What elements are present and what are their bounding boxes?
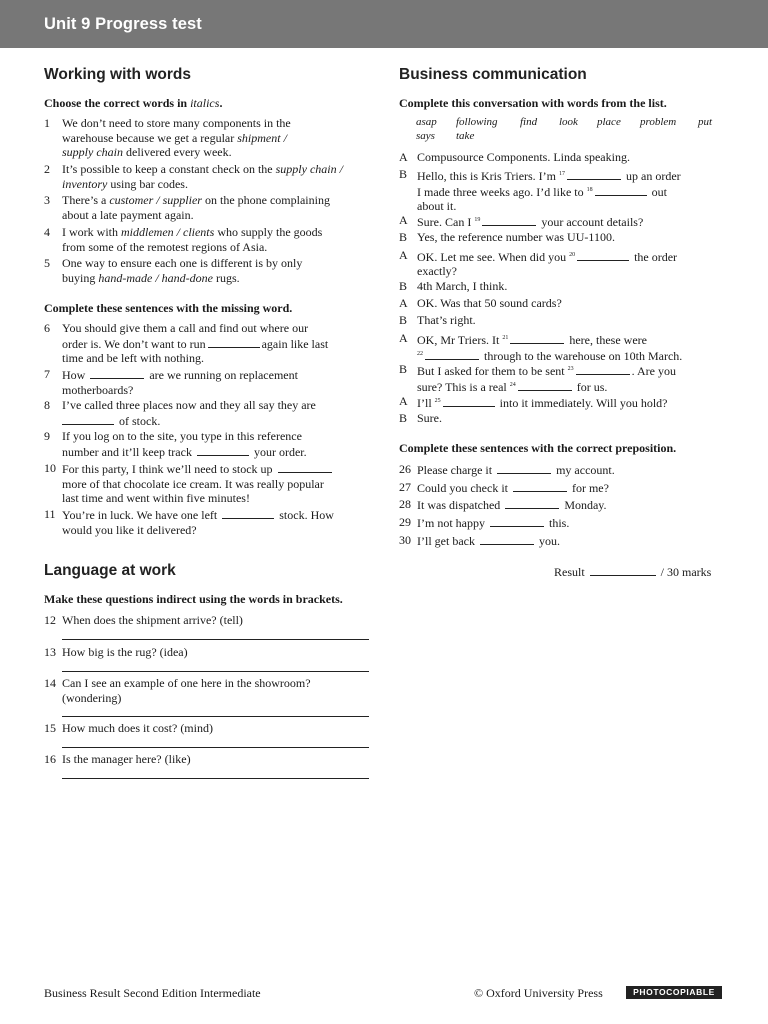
dialogue-line: A Compusource Components. Linda speaking. <box>399 150 630 164</box>
word-list <box>416 116 726 146</box>
question-3: 3 There’s a customer / supplier on the phone complaining about a late payment again. <box>44 193 330 222</box>
dialogue-line: A OK. Was that 50 sound cards? <box>399 296 562 310</box>
question-30: 30 I’ll get back you. <box>399 533 560 548</box>
instruction: Choose the correct words in italics. <box>44 96 223 110</box>
word-item: asap <box>416 116 437 128</box>
word-item: says <box>416 130 435 142</box>
instruction-missing-word: Complete these sentences with the missing word. <box>44 301 293 315</box>
dialogue-line: B Yes, the reference number was UU-1100. <box>399 230 615 244</box>
answer-blank[interactable] <box>510 332 564 344</box>
answer-line[interactable] <box>62 716 369 717</box>
dialogue-line: B 4th March, I think. <box>399 279 508 293</box>
question-2: 2 It’s possible to keep a constant check on the supply chain / inventory using bar codes. <box>44 162 343 191</box>
answer-blank[interactable] <box>425 348 479 360</box>
dialogue-line: A OK, Mr Triers. It $^{21}$ here, these were $^{22}$ through to the warehouse on 10th March. <box>399 331 683 363</box>
footer-copyright: © Oxford University Press <box>474 986 603 1000</box>
question-10: 10 For this party, I think we’ll need to stock up more of that chocolate ice cream. It was really popular last time and went within five minutes! <box>44 461 374 505</box>
question-26: 26 Please charge it my account. <box>399 462 615 477</box>
answer-blank[interactable] <box>497 462 551 474</box>
question-27: 27 Could you check it for me? <box>399 480 609 495</box>
answer-blank[interactable] <box>513 480 567 492</box>
instruction: Complete this conversation with words from the list. <box>399 96 667 110</box>
header-bar <box>0 0 768 48</box>
section-heading: Language at work <box>44 562 176 579</box>
question-8: 8 I’ve called three places now and they all say they are of stock. <box>44 398 316 428</box>
answer-blank[interactable] <box>480 533 534 545</box>
instruction-preposition: Complete these sentences with the correct preposition. <box>399 441 677 455</box>
dialogue-line: B But I asked for them to be sent $^{23}$ . Are you sure? This is a real $^{24}$ for us. <box>399 362 676 394</box>
answer-line[interactable] <box>62 747 369 748</box>
answer-blank[interactable] <box>222 507 274 519</box>
dialogue-line: B That’s right. <box>399 313 476 327</box>
footer-book-title: Business Result Second Edition Intermediate <box>44 986 261 1000</box>
answer-blank[interactable] <box>595 184 647 196</box>
word-item: find <box>520 116 538 128</box>
dialogue-line: A OK. Let me see. When did you $^{20}$ the order exactly? <box>399 248 678 278</box>
result-score: Result / 30 marks <box>554 565 712 579</box>
answer-blank[interactable] <box>482 214 536 226</box>
word-item: problem <box>640 116 677 128</box>
answer-line[interactable] <box>62 639 369 640</box>
word-item: place <box>597 116 621 128</box>
answer-blank[interactable] <box>208 336 260 348</box>
answer-blank[interactable] <box>490 515 544 527</box>
question-9: 9 If you log on to the site, you type in this reference number and it’ll keep track your order. <box>44 429 307 459</box>
question-29: 29 I’m not happy this. <box>399 515 570 530</box>
question-15: 15 How much does it cost? (mind) <box>44 721 213 735</box>
answer-blank[interactable] <box>62 413 114 425</box>
word-item: put <box>698 116 713 128</box>
word-item: look <box>559 116 578 128</box>
answer-blank[interactable] <box>576 363 630 375</box>
question-4: 4 I work with middlemen / clients who supply the goods from some of the remotest regions of Asia. <box>44 225 323 254</box>
question-11: 11 You’re in luck. We have one left stock. How would you like it delivered? <box>44 507 334 537</box>
question-28: 28 It was dispatched Monday. <box>399 497 607 512</box>
section-heading: Working with words <box>44 66 191 83</box>
question-12: 12 When does the shipment arrive? (tell) <box>44 613 243 627</box>
dialogue-line: A I’ll $^{25}$ into it immediately. Will you hold? <box>399 394 668 410</box>
page-title: Unit 9 Progress test <box>44 15 202 33</box>
word-item: take <box>456 130 475 142</box>
answer-blank[interactable] <box>443 395 495 407</box>
question-1: 1 We don’t need to store many components in the warehouse because we get a regular shipment / supply chain delivered every week. <box>44 116 291 159</box>
dialogue-line: B Hello, this is Kris Triers. I’m $^{17}$ up an order I made three weeks ago. I’d like to $^{18}$ out about it. <box>399 167 681 213</box>
answer-line[interactable] <box>62 671 369 672</box>
question-7: 7 How are we running on replacement motherboards? <box>44 367 298 397</box>
score-blank[interactable] <box>590 564 656 576</box>
answer-blank[interactable] <box>567 168 621 180</box>
question-13: 13 How big is the rug? (idea) <box>44 645 188 659</box>
question-5: 5 One way to ensure each one is different is by only buying hand-made / hand-done rugs. <box>44 256 303 285</box>
answer-blank[interactable] <box>278 461 332 473</box>
question-14: 14 Can I see an example of one here in the showroom? (wondering) <box>44 676 311 705</box>
question-6: 6 You should give them a call and find out where our order is. We don’t want to run again like last time and be left with nothing. <box>44 321 329 365</box>
answer-blank[interactable] <box>577 249 629 261</box>
answer-blank[interactable] <box>197 444 249 456</box>
section-heading: Business communication <box>399 66 587 83</box>
answer-line[interactable] <box>62 778 369 779</box>
dialogue-line: A Sure. Can I $^{19}$ your account details? <box>399 213 644 229</box>
answer-blank[interactable] <box>518 379 572 391</box>
question-16: 16 Is the manager here? (like) <box>44 752 191 766</box>
word-item: following <box>456 116 498 128</box>
instruction: Make these questions indirect using the words in brackets. <box>44 592 343 606</box>
answer-blank[interactable] <box>505 497 559 509</box>
photocopiable-badge: PHOTOCOPIABLE <box>626 986 722 999</box>
answer-blank[interactable] <box>90 367 144 379</box>
dialogue-line: B Sure. <box>399 411 442 425</box>
